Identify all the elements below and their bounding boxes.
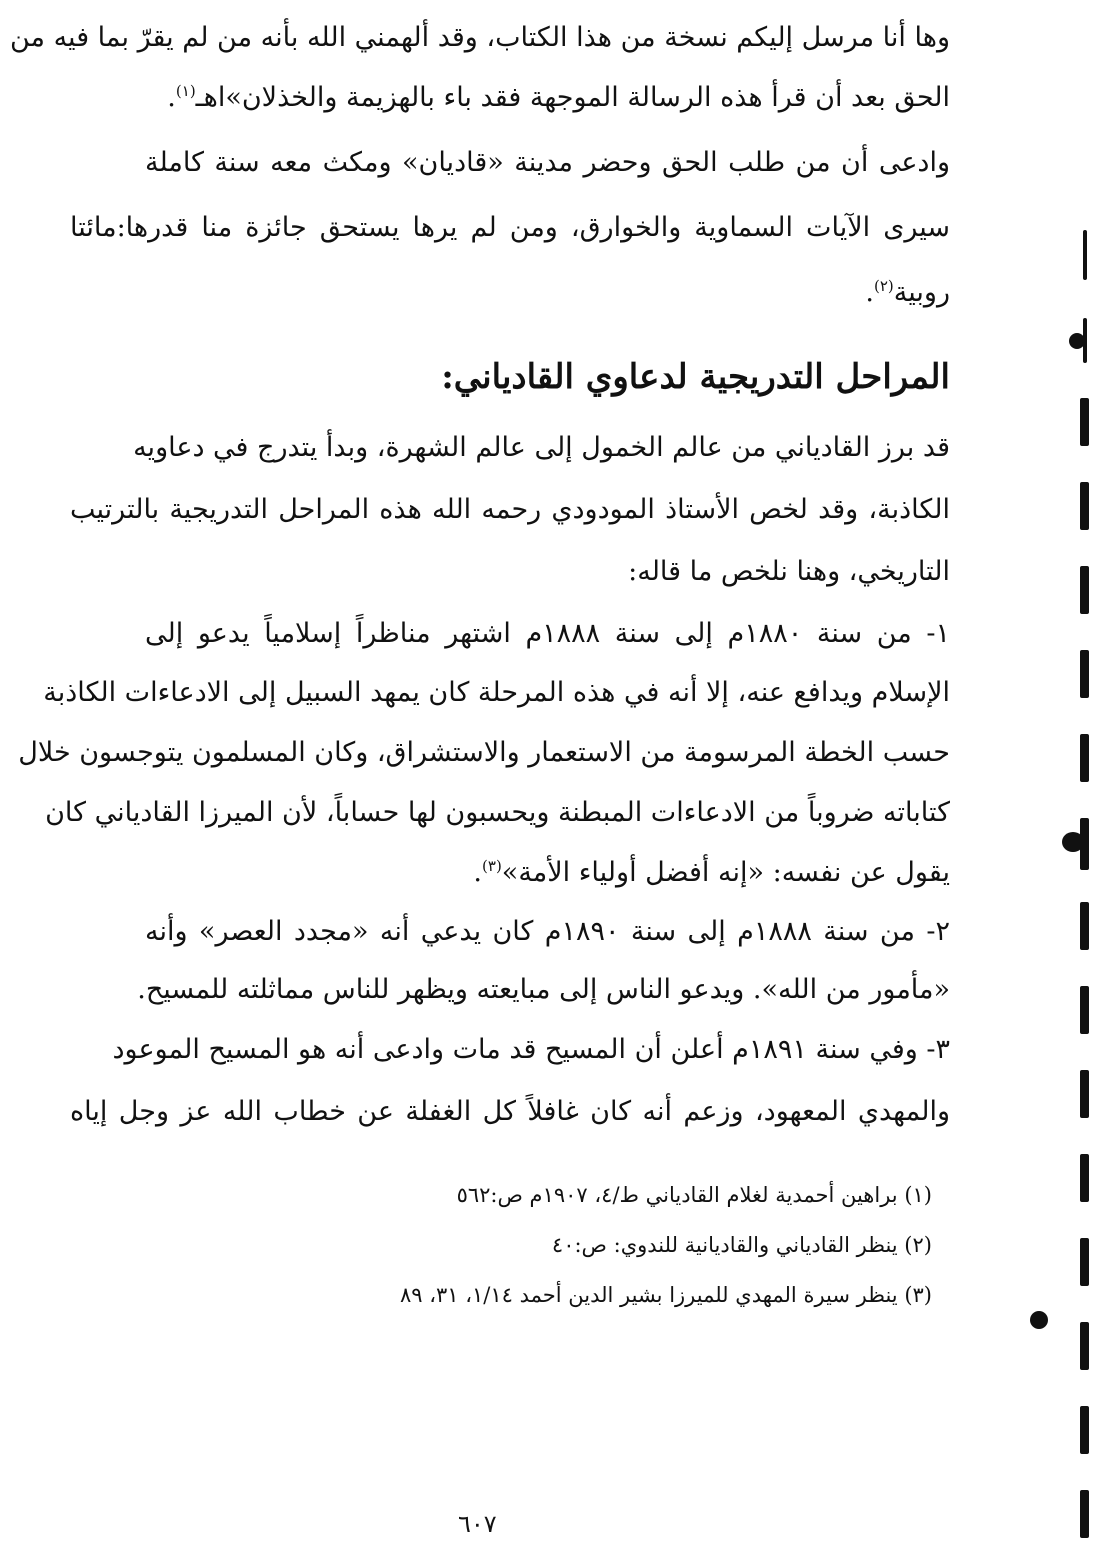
- text-line-content: روبية: [893, 277, 950, 308]
- text-line-content: الحق بعد أن قرأ هذه الرسالة الموجهة فقد باء بالهزيمة والخذلان»اهـ: [195, 82, 950, 113]
- text-line: كتاباته ضروباً من الادعاءات المبطنة ويحسبون لها حساباً، لأن الميرزا القادياني كان: [45, 797, 950, 828]
- text-line: الكاذبة، وقد لخص الأستاذ المودودي رحمه الله هذه المراحل التدريجية بالترتيب: [70, 494, 950, 525]
- punctuation: .: [865, 277, 874, 308]
- binding-mark: [1080, 566, 1089, 614]
- text-line: ٢- من سنة ١٨٨٨م إلى سنة ١٨٩٠م كان يدعي أنه «مجدد العصر» وأنه: [145, 916, 950, 947]
- text-line: ١- من سنة ١٨٨٠م إلى سنة ١٨٨٨م اشتهر مناظراً إسلامياً يدعو إلى: [145, 618, 950, 649]
- footnote-ref: (٣): [482, 857, 502, 875]
- text-line: [70, 273, 950, 313]
- binding-mark: [1080, 1238, 1089, 1286]
- section-heading: المراحل التدريجية لدعاوي القادياني:: [441, 357, 950, 397]
- punctuation: .: [167, 82, 176, 113]
- footnote: (٣) ينظر سيرة المهدي للميرزا بشير الدين أحمد ١/١٤، ٣١، ٨٩: [399, 1283, 932, 1307]
- binding-mark: [1080, 650, 1089, 698]
- text-line: حسب الخطة المرسومة من الاستعمار والاستشراق، وكان المسلمون يتوجسون خلال: [18, 737, 950, 768]
- binding-mark: [1080, 1322, 1089, 1370]
- text-line: [70, 78, 950, 118]
- document-page: [9, 0, 950, 1548]
- binding-mark: [1083, 318, 1087, 363]
- text-line: ٣- وفي سنة ١٨٩١م أعلن أن المسيح قد مات وادعى أنه هو المسيح الموعود: [112, 1034, 950, 1065]
- text-line: وها أنا مرسل إليكم نسخة من هذا الكتاب، وقد ألهمني الله بأنه من لم يقرّ بما فيه من: [9, 22, 950, 53]
- binding-mark: [1080, 1406, 1089, 1454]
- binding-mark: [1080, 818, 1089, 870]
- footnote-ref: (١): [175, 82, 196, 100]
- footnote: (٢) ينظر القادياني والقاديانية للندوي: ص:٤٠: [551, 1233, 932, 1257]
- text-line: والمهدي المعهود، وزعم أنه كان غافلاً كل الغفلة عن خطاب الله عز وجل إياه: [70, 1096, 950, 1127]
- footnote-ref: (٢): [874, 277, 894, 295]
- text-line-content: يقول عن نفسه: «إنه أفضل أولياء الأمة»: [501, 857, 950, 888]
- binding-mark: [1083, 230, 1087, 280]
- binding-mark: [1080, 1070, 1089, 1118]
- binding-mark: [1080, 734, 1089, 782]
- text-line: [70, 853, 950, 893]
- binding-mark: [1080, 1490, 1089, 1538]
- binding-mark: [1080, 482, 1089, 530]
- binding-dot: [1030, 1311, 1048, 1329]
- text-line: قد برز القادياني من عالم الخمول إلى عالم الشهرة، وبدأ يتدرج في دعاويه: [133, 432, 950, 463]
- binding-mark: [1080, 1154, 1089, 1202]
- text-line: التاريخي، وهنا نلخص ما قاله:: [628, 556, 950, 587]
- binding-mark: [1080, 986, 1089, 1034]
- page-number: ٦٠٧: [458, 1510, 497, 1538]
- footnote: (١) براهين أحمدية لغلام القادياني ط/٤، ١٩٠٧م ص:٥٦٢: [456, 1183, 932, 1207]
- text-line: «مأمور من الله». ويدعو الناس إلى مبايعته ويظهر للناس مماثلته للمسيح.: [137, 974, 950, 1005]
- binding-mark: [1080, 902, 1089, 950]
- text-line: الإسلام ويدافع عنه، إلا أنه في هذه المرحلة كان يمهد السبيل إلى الادعاءات الكاذبة: [43, 677, 950, 708]
- text-line: وادعى أن من طلب الحق وحضر مدينة «قاديان» ومكث معه سنة كاملة: [145, 147, 950, 178]
- text-line: سيرى الآيات السماوية والخوارق، ومن لم يرها يستحق جائزة منا قدرها:مائتا: [70, 212, 950, 243]
- punctuation: .: [473, 857, 483, 888]
- binding-mark: [1080, 398, 1089, 446]
